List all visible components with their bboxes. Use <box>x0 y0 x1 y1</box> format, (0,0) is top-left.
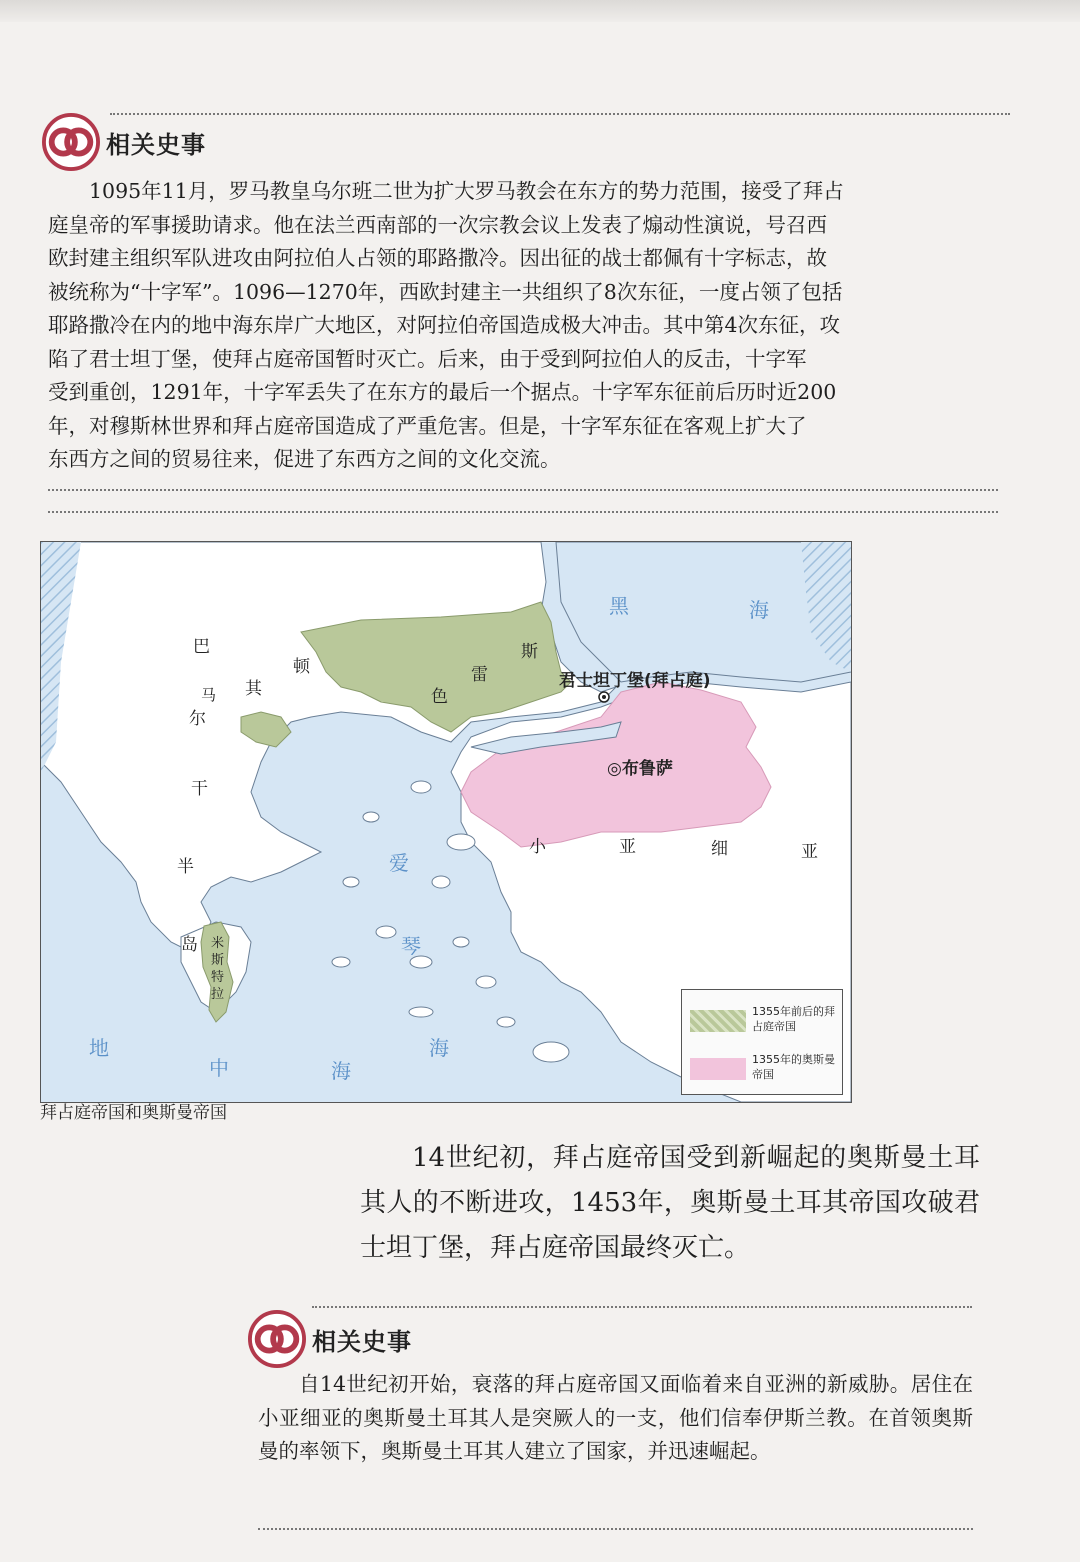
section2-header <box>248 1310 412 1368</box>
map-label-asia-minor-4: 亚 <box>801 842 818 862</box>
map-legend <box>681 989 843 1095</box>
section1-line: 欧封建主组织军队进攻由阿拉伯人占领的耶路撒冷。因出征的战士都佩有十字标志，故 <box>48 246 827 270</box>
legend-swatch-ottoman <box>690 1058 746 1080</box>
map-label-asia-minor-1: 小 <box>529 837 546 857</box>
section1-bottom-divider <box>48 489 998 491</box>
map-label-aegean-2: 琴 <box>401 934 421 958</box>
section-logo-icon <box>248 1310 306 1368</box>
section1-line: 陷了君士坦丁堡，使拜占庭帝国暂时灭亡。后来，由于受到阿拉伯人的反击，十字军 <box>48 346 807 371</box>
map-label-asia-minor-3: 细 <box>711 839 728 859</box>
section1-line: 耶路撒冷在内的地中海东岸广大地区，对阿拉伯帝国造成极大冲击。其中第4次东征，攻 <box>48 313 841 337</box>
section1-line: 1095年11月，罗马教皇乌尔班二世为扩大罗马教会在东方的势力范围，接受了拜占 <box>89 179 844 203</box>
section2-bottom-divider <box>258 1528 973 1530</box>
map-label-med-1: 地 <box>89 1036 109 1060</box>
section1-line: 年，对穆斯林世界和拜占庭帝国造成了严重危害。但是，十字军东征在客观上扩大了 <box>48 413 807 438</box>
section1-line: 东西方之间的贸易往来，促进了东西方之间的文化交流。 <box>48 447 561 471</box>
map-label-macedonia-3: 顿 <box>293 657 310 677</box>
map-label-macedonia-1: 马 <box>201 686 217 704</box>
section1-text <box>48 175 1003 477</box>
section1-title: 相关史事 <box>106 130 206 159</box>
map-label-macedonia-2: 其 <box>245 679 262 699</box>
legend-swatch-byzantine <box>690 1010 746 1032</box>
map-label-balkan-4: 半 <box>177 857 194 877</box>
section1-header <box>42 113 206 171</box>
main-paragraph <box>360 1136 980 1271</box>
section1-line: 受到重创，1291年，十字军丢失了在东方的最后一个据点。十字军东征前后历时近200 <box>48 380 837 404</box>
page-top-shadow <box>0 0 1080 22</box>
map-label-aegean-1: 爱 <box>389 851 409 875</box>
map-label-thrace-3: 斯 <box>521 642 538 662</box>
historical-map <box>40 541 852 1103</box>
section1-top-divider <box>110 113 1010 115</box>
map-label-asia-minor-2: 亚 <box>619 837 636 857</box>
main-paragraph-text: 14世纪初，拜占庭帝国受到新崛起的奥斯曼土耳其人的不断进攻，1453年，奥斯曼土耳其帝国攻破君士坦丁堡，拜占庭帝国最终灭亡。 <box>360 1143 980 1263</box>
map-label-mystras-2: 斯 <box>211 953 225 968</box>
map-label-constantinople: 君士坦丁堡(拜占庭) <box>559 671 711 691</box>
map-label-black-sea-2: 海 <box>749 598 769 622</box>
map-label-balkan-2: 尔 <box>189 709 206 729</box>
map-label-aegean-3: 海 <box>429 1036 449 1060</box>
map-caption: 拜占庭帝国和奥斯曼帝国 <box>40 1103 227 1123</box>
section2-paragraph: 自14世纪初开始，衰落的拜占庭帝国又面临着来自亚洲的新威胁。居住在小亚细亚的奥斯曼土耳其人是突厥人的一支，他们信奉伊斯兰教。在首领奥斯曼的率领下，奥斯曼土耳其人建立了国家，并迅速崛起。 <box>258 1372 973 1463</box>
map-label-bursa: ◎布鲁萨 <box>607 759 673 779</box>
map-label-balkan-3: 干 <box>191 779 208 799</box>
map-top-divider <box>48 511 998 513</box>
map-label-balkan-5: 岛 <box>181 935 198 955</box>
map-label-black-sea-1: 黑 <box>609 594 629 618</box>
map-label-med-3: 海 <box>331 1059 351 1083</box>
legend-text-byzantine: 1355年前后的拜占庭帝国 <box>752 1005 835 1033</box>
map-label-mystras-1: 米 <box>211 936 225 951</box>
map-label-thrace-2: 雷 <box>471 665 488 685</box>
section-logo-icon <box>42 113 100 171</box>
section1-line: 庭皇帝的军事援助请求。他在法兰西南部的一次宗教会议上发表了煽动性演说，号召西 <box>48 212 827 237</box>
map-label-thrace-1: 色 <box>431 687 448 707</box>
section1-line: 被统称为“十字军”。1096—1270年，西欧封建主一共组织了8次东征，一度占领了包括 <box>48 279 843 304</box>
section2-text <box>258 1368 973 1469</box>
map-label-mystras-3: 特 <box>211 970 225 985</box>
map-label-mystras-4: 拉 <box>211 987 225 1002</box>
section2-top-divider <box>312 1306 972 1308</box>
legend-text-ottoman: 1355年的奥斯曼帝国 <box>752 1053 835 1081</box>
map-label-balkan-1: 巴 <box>193 637 210 657</box>
map-label-med-2: 中 <box>209 1056 229 1080</box>
section2-title: 相关史事 <box>312 1327 412 1356</box>
